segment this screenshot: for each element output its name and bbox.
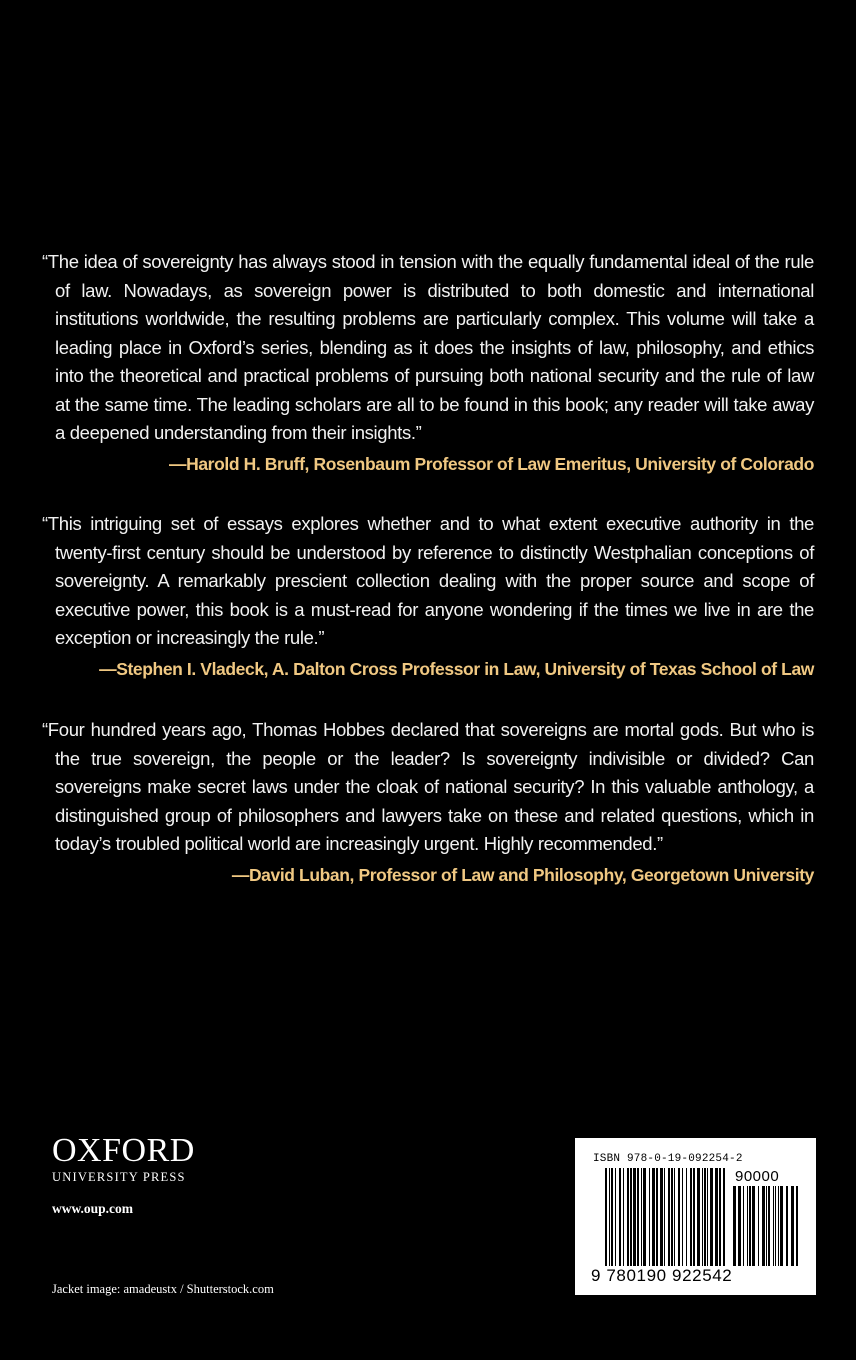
blurb-attribution: —David Luban, Professor of Law and Philosophy, Georgetown University [231,864,814,885]
barcode-bar [733,1186,736,1266]
barcode-bar [693,1168,695,1266]
barcode-bar [627,1168,629,1266]
barcode-bar [715,1168,718,1266]
barcode-bar [605,1168,607,1266]
barcode-bar [719,1168,721,1266]
barcode-bar [615,1168,616,1266]
barcode-bar [775,1186,776,1266]
barcode-bar [702,1168,703,1266]
barcode-bar [678,1168,680,1266]
barcode-bar [668,1168,670,1266]
barcode-bar [768,1186,770,1266]
barcode-bar [630,1168,632,1266]
isbn-barcode-panel [575,1138,816,1295]
isbn-digits: 9 780190 922542 [591,1266,733,1285]
barcode-bar [758,1186,759,1266]
barcode-bar [649,1168,650,1266]
isbn-label: ISBN 978-0-19-092254-2 [593,1153,743,1165]
barcode-bar [749,1186,751,1266]
barcode-bar [690,1168,692,1266]
barcode-bar [762,1186,765,1266]
barcode-bar [723,1168,725,1266]
blurb-bruff [42,248,814,478]
blurb-quote: “The idea of sovereignty has always stood in tension with the equally fundamental ideal of the rule of law. Nowadays, as sovereign power is distributed to both domestic and international institutions worldwide, the resulting problems are particularly complex. This volume will take a leading place in Oxford’s series, blending as it does the insights of law, philosophy, and ethics into the theoretical and practical problems of pursuing both national security and the rule of law at the same time. The leading scholars are all to be found in this book; any reader will take away a deepened understanding from their insights.” [42,251,814,443]
barcode-bar [791,1186,794,1266]
barcode-bar [704,1168,706,1266]
barcode-bar [773,1186,774,1266]
blurb-vladeck [42,510,814,683]
barcode-bar [778,1186,779,1266]
blurb-quote: “Four hundred years ago, Thomas Hobbes declared that sovereigns are mortal gods. But who is the true sovereign, the people or the leader? Is sovereignty indivisible or divided? Can sovereigns make secret laws under the cloak of national security? In this valuable anthology, a distinguished group of philosophers and lawyers take on these and related questions, which in today’s troubled political world are increasingly urgent. Highly recommended.” [42,719,814,854]
barcode-bar [652,1168,655,1266]
barcode-bar [623,1168,624,1266]
barcode-bar [743,1186,744,1266]
barcode-bar [766,1186,767,1266]
barcode-bar [609,1168,610,1266]
barcode-bar [780,1186,783,1266]
barcode-bar [710,1168,713,1266]
publisher-logo [52,1134,252,1185]
jacket-image-credit: Jacket image: amadeustx / Shutterstock.com [52,1282,274,1296]
barcode-bar [671,1168,673,1266]
barcode-bar [641,1168,642,1266]
barcode-bar [660,1168,663,1266]
barcode-bar [796,1186,798,1266]
barcode-bar [686,1168,687,1266]
blurb-quote: “This intriguing set of essays explores whether and to what extent executive authority in the twenty-first century should be understood by reference to distinctly Westphalian conceptions of sovereignty. A remarkably prescient collection dealing with the proper source and scope of executive power, this book is a must-read for anyone wondering if the times we live in are the exception or increasingly the rule.” [42,513,814,648]
barcode-bar [697,1168,700,1266]
blurb-luban [42,716,814,889]
barcode-bar [707,1168,708,1266]
publisher-website: www.oup.com [52,1201,134,1216]
barcode-bar [682,1168,683,1266]
barcode-bar [633,1168,636,1266]
price-code: 90000 [735,1168,780,1185]
barcode-bar [611,1168,613,1266]
blurb-attribution: —Harold H. Bruff, Rosenbaum Professor of Law Emeritus, University of Colorado [169,453,814,474]
barcode-bar [747,1186,748,1266]
barcode-bar [643,1168,646,1266]
barcode-bar [786,1186,788,1266]
barcode-bar [674,1168,675,1266]
barcode-bar [619,1168,621,1266]
barcode-bar [656,1168,658,1266]
blurb-attribution: —Stephen I. Vladeck, A. Dalton Cross Professor in Law, University of Texas School of Law [99,658,814,679]
publisher-subtitle: UNIVERSITY PRESS [52,1170,186,1184]
barcode-bar [664,1168,665,1266]
barcode-bar [738,1186,741,1266]
barcode-bar [752,1186,755,1266]
publisher-name: OXFORD [52,1132,195,1169]
barcode-bar [637,1168,639,1266]
